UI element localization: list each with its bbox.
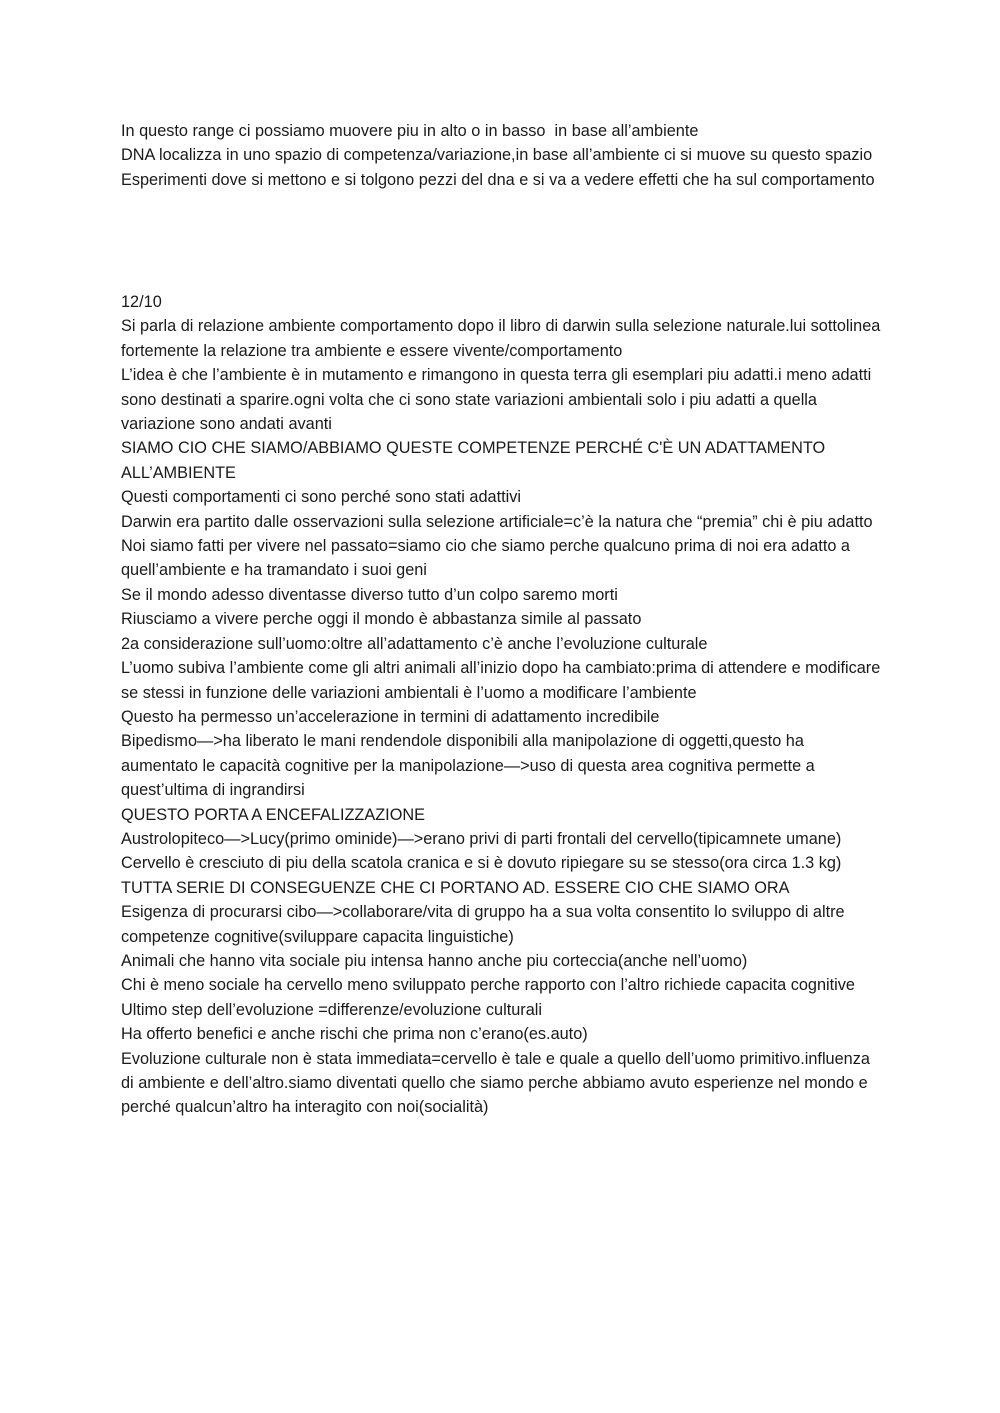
- text-line: TUTTA SERIE DI CONSEGUENZE CHE CI PORTANO AD. ESSERE CIO CHE SIAMO ORA: [121, 878, 790, 897]
- text-line: Bipedismo—>ha liberato le mani rendendole disponibili alla manipolazione di oggetti,questo ha aumentato le capacità cognitive per la manipolazione—>uso di questa area cognitiva permette a quest’ultima di ingrandirsi: [121, 732, 820, 800]
- text-line: Questo ha permesso un’accelerazione in termini di adattamento incredibile: [121, 707, 660, 726]
- text-line: L’idea è che l’ambiente è in mutamento e rimangono in questa terra gli esemplari piu adatti.i meno adatti sono destinati a sparire.ogni volta che ci sono state variazioni ambientali solo i piu adatti a quella variazione sono andati avanti: [121, 366, 876, 434]
- text-line: SIAMO CIO CHE SIAMO/ABBIAMO QUESTE COMPETENZE PERCHÉ C'È UN ADATTAMENTO ALL’AMBIENTE: [121, 439, 829, 482]
- text-line: Esperimenti dove si mettono e si tolgono pezzi del dna e si va a vedere effetti che ha sul comportamento: [121, 170, 875, 189]
- text-line: Evoluzione culturale non è stata immediata=cervello è tale e quale a quello dell’uomo primitivo.influenza di ambiente e dell’altro.siamo diventati quello che siamo perche abbiamo avuto esperienze nel mondo e perché qualcun’altro ha interagito con noi(socialità): [121, 1049, 875, 1117]
- text-line: QUESTO PORTA A ENCEFALIZZAZIONE: [121, 805, 425, 824]
- text-line: Se il mondo adesso diventasse diverso tutto d’un colpo saremo morti: [121, 585, 618, 604]
- text-line: In questo range ci possiamo muovere piu in alto o in basso in base all’ambiente: [121, 122, 699, 140]
- text-line: Si parla di relazione ambiente comportamento dopo il libro di darwin sulla selezione naturale.lui sottolinea fortemente la relazione tra ambiente e essere vivente/comportamento: [121, 317, 885, 360]
- text-line: Esigenza di procurarsi cibo—>collaborare/vita di gruppo ha a sua volta consentito lo sviluppo di altre competenze cognitive(sviluppare capacita linguistiche): [121, 903, 850, 946]
- text-line: Ha offerto benefici e anche rischi che prima non c’erano(es.auto): [121, 1025, 588, 1044]
- text-line: Animali che hanno vita sociale piu intensa hanno anche piu corteccia(anche nell’uomo): [121, 951, 748, 970]
- date-heading: 12/10: [121, 293, 162, 311]
- text-line: Ultimo step dell’evoluzione =differenze/evoluzione culturali: [121, 1000, 542, 1019]
- text-line: Cervello è cresciuto di piu della scatola cranica e si è dovuto ripiegare su se stesso(ora circa 1.3 kg): [121, 854, 842, 873]
- lecture-notes: [121, 290, 885, 1120]
- intro-notes: [121, 119, 881, 192]
- text-line: Austrolopiteco—>Lucy(primo ominide)—>erano privi di parti frontali del cervello(tipicamnete umane): [121, 829, 842, 848]
- text-line: Riusciamo a vivere perche oggi il mondo è abbastanza simile al passato: [121, 610, 642, 629]
- text-line: DNA localizza in uno spazio di competenza/variazione,in base all’ambiente ci si muove su questo spazio: [121, 146, 873, 165]
- text-line: Noi siamo fatti per vivere nel passato=siamo cio che siamo perche qualcuno prima di noi era adatto a quell’ambiente e ha tramandato i suoi geni: [121, 537, 855, 580]
- text-line: L’uomo subiva l’ambiente come gli altri animali all’inizio dopo ha cambiato:prima di attendere e modificare se stessi in funzione delle variazioni ambientali è l’uomo a modificare l’ambiente: [121, 659, 885, 702]
- text-line: Chi è meno sociale ha cervello meno sviluppato perche rapporto con l’altro richiede capacita cognitive: [121, 976, 855, 995]
- text-line: Questi comportamenti ci sono perché sono stati adattivi: [121, 488, 521, 507]
- text-line: 2a considerazione sull’uomo:oltre all’adattamento c’è anche l’evoluzione culturale: [121, 634, 708, 653]
- text-line: Darwin era partito dalle osservazioni sulla selezione artificiale=c’è la natura che “premia” chi è piu adatto: [121, 512, 873, 531]
